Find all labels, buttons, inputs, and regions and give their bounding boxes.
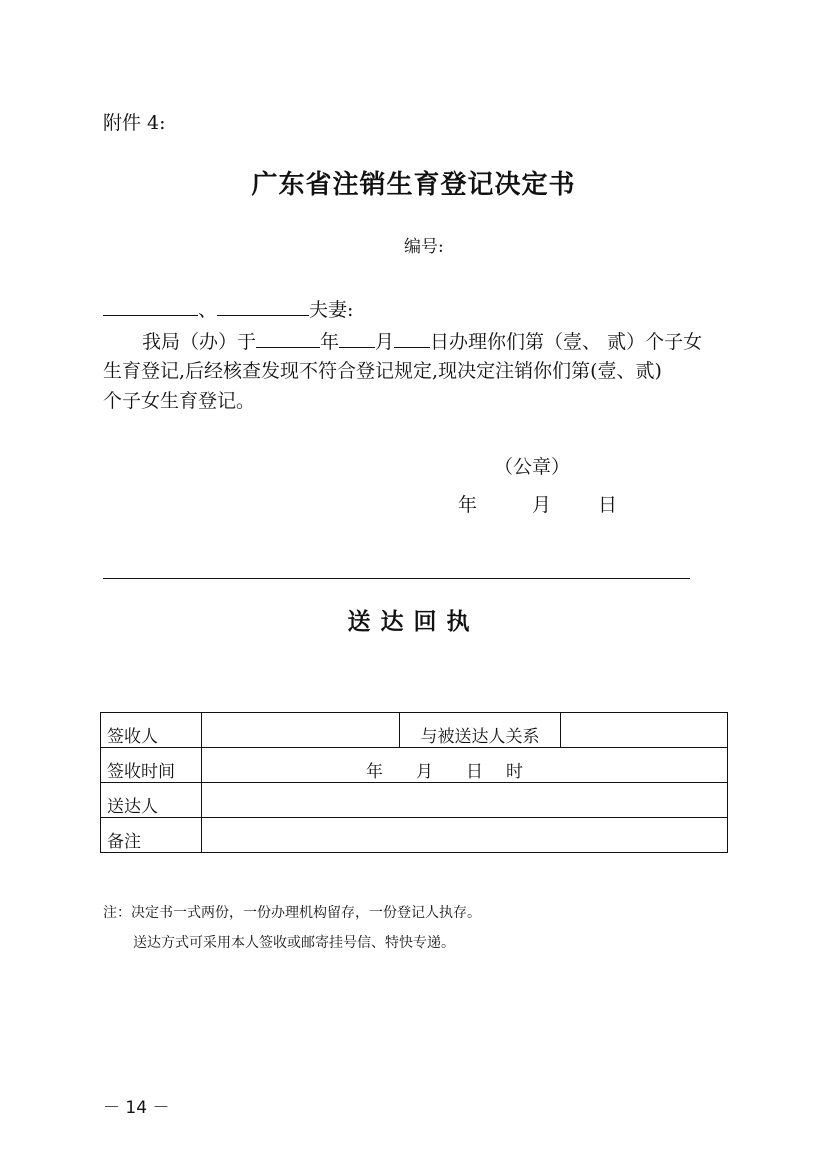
body-line-2: 生育登记,后经核查发现不符合登记规定,现决定注销你们第(壹、贰) bbox=[103, 360, 662, 382]
table-row bbox=[101, 818, 728, 853]
page-number: － 14 － bbox=[103, 1098, 170, 1118]
signer-field[interactable] bbox=[202, 713, 400, 748]
deliverer-field[interactable] bbox=[202, 783, 728, 818]
table-row bbox=[101, 783, 728, 818]
sign-month-label: 月 bbox=[532, 494, 552, 516]
body-line-1 bbox=[142, 326, 702, 354]
time-day: 日 bbox=[466, 762, 483, 782]
addressee-line bbox=[103, 294, 353, 322]
time-hour: 时 bbox=[506, 762, 523, 782]
reg-month-field[interactable] bbox=[339, 326, 375, 348]
reg-day-field[interactable] bbox=[394, 326, 430, 348]
signer-label: 签收人 bbox=[101, 713, 202, 748]
reg-year-field[interactable] bbox=[256, 326, 320, 348]
note-line-2: 送达方式可采用本人签收或邮寄挂号信、特快专递。 bbox=[133, 935, 455, 951]
document-title: 广东省注销生育登记决定书 bbox=[251, 170, 576, 200]
receipt-table bbox=[100, 712, 728, 853]
sign-day-label: 日 bbox=[598, 494, 618, 516]
name-separator: 、 bbox=[198, 298, 218, 321]
deliverer-label: 送达人 bbox=[101, 783, 202, 818]
table-row bbox=[101, 713, 728, 748]
remarks-label: 备注 bbox=[101, 818, 202, 853]
table-row bbox=[101, 748, 728, 783]
addressee-suffix: 夫妻: bbox=[309, 298, 354, 321]
husband-name-field[interactable] bbox=[103, 294, 198, 316]
time-month: 月 bbox=[416, 762, 433, 782]
sign-year-label: 年 bbox=[458, 494, 478, 516]
relation-label: 与被送达人关系 bbox=[400, 713, 561, 748]
body-year: 年 bbox=[320, 330, 340, 353]
body-line-3: 个子女生育登记。 bbox=[103, 390, 256, 412]
note-line-1: 注：决定书一式两份，一份办理机构留存，一份登记人执存。 bbox=[103, 905, 481, 921]
sign-time-label: 签收时间 bbox=[101, 748, 202, 783]
doc-number-label: 编号: bbox=[404, 237, 444, 257]
time-year: 年 bbox=[366, 762, 383, 782]
receipt-title: 送达回执 bbox=[347, 608, 480, 635]
attachment-label: 附件 4: bbox=[103, 112, 166, 134]
wife-name-field[interactable] bbox=[217, 294, 309, 316]
cut-line-divider bbox=[103, 578, 690, 579]
sign-time-field[interactable] bbox=[202, 748, 728, 783]
body-seg2: 日办理你们第（壹、 贰）个子女 bbox=[430, 330, 703, 353]
body-seg1: 我局（办）于 bbox=[142, 330, 257, 353]
relation-field[interactable] bbox=[561, 713, 728, 748]
body-month: 月 bbox=[375, 330, 395, 353]
official-seal-label: （公章） bbox=[494, 456, 571, 478]
remarks-field[interactable] bbox=[202, 818, 728, 853]
